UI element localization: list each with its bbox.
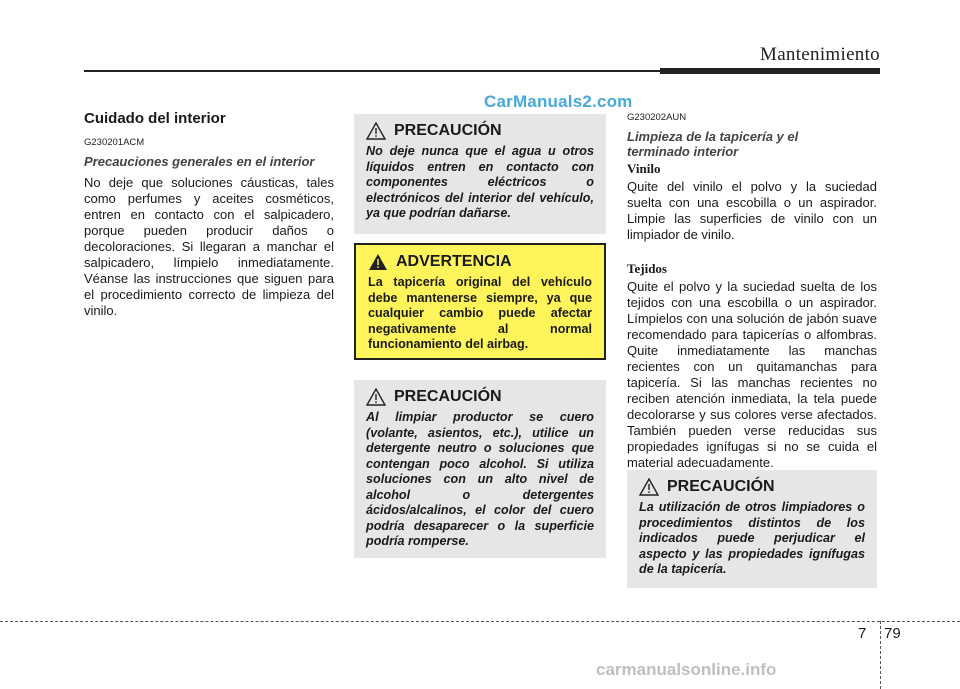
vinilo-heading: Vinilo	[627, 161, 661, 176]
caution-title: PRECAUCIÓN	[394, 388, 502, 405]
warning-text: La tapicería original del vehículo debe mantenerse siempre, ya que cualquier cambio puede afectar negativamente al normal funcionamiento del airbag.	[368, 275, 592, 351]
warning-triangle-icon	[366, 388, 386, 406]
caution-title: PRECAUCIÓN	[394, 122, 502, 139]
caution-box-2	[354, 380, 606, 558]
warning-box	[354, 243, 606, 360]
caution-box-3	[627, 470, 877, 588]
warning-filled-triangle-icon	[368, 253, 388, 271]
caution-text: La utilización de otros limpiadores o procedimientos distintos de los indicados puede perjudicar el aspecto y las propiedades ignífugas de la tapicería.	[639, 500, 865, 576]
vinilo-paragraph: Quite del vinilo el polvo y la suciedad suelta con una escobilla o un aspirador. Limpie las superficies de vinilo con un limpiador de vinilo.	[627, 179, 877, 242]
subsection-title: Precauciones generales en el interior	[84, 154, 315, 169]
footer-separator	[880, 621, 881, 689]
left-column	[84, 110, 334, 319]
subsection-title: Limpieza de la tapicería y el terminado interior	[627, 129, 799, 159]
tejidos-heading: Tejidos	[627, 261, 667, 276]
right-column	[627, 112, 877, 471]
warning-triangle-icon	[639, 478, 659, 496]
chapter-header-title: Mantenimiento	[760, 44, 880, 65]
tejidos-paragraph: Quite el polvo y la suciedad suelta de los tejidos con una escobilla o un aspirador. Límpielos con una solución de jabón suave recomendado para tapicerías o alfombras. Quite inmediatamente las manchas recientes con un quitamanchas para tapicería. Si las manchas recientes no reciben atención inmediata, la tela puede decolorarse y sus colores verse afectados. También pueden verse reducidas sus propiedades ignífugas si no se cuida el material adecuadamente.	[627, 279, 877, 470]
warning-title: ADVERTENCIA	[396, 253, 512, 270]
section-code: G230201ACM	[84, 137, 145, 148]
header-rule-accent	[660, 68, 880, 74]
page-number: 79	[884, 625, 901, 642]
chapter-number: 7	[858, 625, 867, 642]
caution-text: Al limpiar productor se cuero (volante, asientos, etc.), utilice un detergente neutro o soluciones que contengan poco alcohol. Si utiliza soluciones con un alto nivel de alcohol o detergentes ácidos/alcalinos, el color del cuero podría desaparecer o la superficie podría romperse.	[366, 410, 594, 548]
caution-title: PRECAUCIÓN	[667, 478, 775, 495]
caution-text: No deje nunca que el agua u otros líquidos entren en contacto con componentes eléctricos o electrónicos del interior del vehículo, ya que podrían dañarse.	[366, 144, 594, 220]
watermark-bottom[interactable]: carmanualsonline.info	[596, 660, 777, 679]
section-title: Cuidado del interior	[84, 110, 226, 127]
watermark-top[interactable]: CarManuals2.com	[484, 92, 633, 111]
body-paragraph: No deje que soluciones cáusticas, tales como perfumes y aceites cosméticos, entren en contacto con el salpicadero, porque pueden producir daños o decoloraciones. Si llegaran a manchar el salpicadero, límpielo inmediatamente. Véanse las instrucciones que siguen para el procedimiento correcto de limpieza del vinilo.	[84, 175, 334, 318]
caution-box-1	[354, 114, 606, 234]
footer-rule	[0, 621, 960, 622]
section-code: G230202AUN	[627, 112, 687, 123]
warning-triangle-icon	[366, 122, 386, 140]
